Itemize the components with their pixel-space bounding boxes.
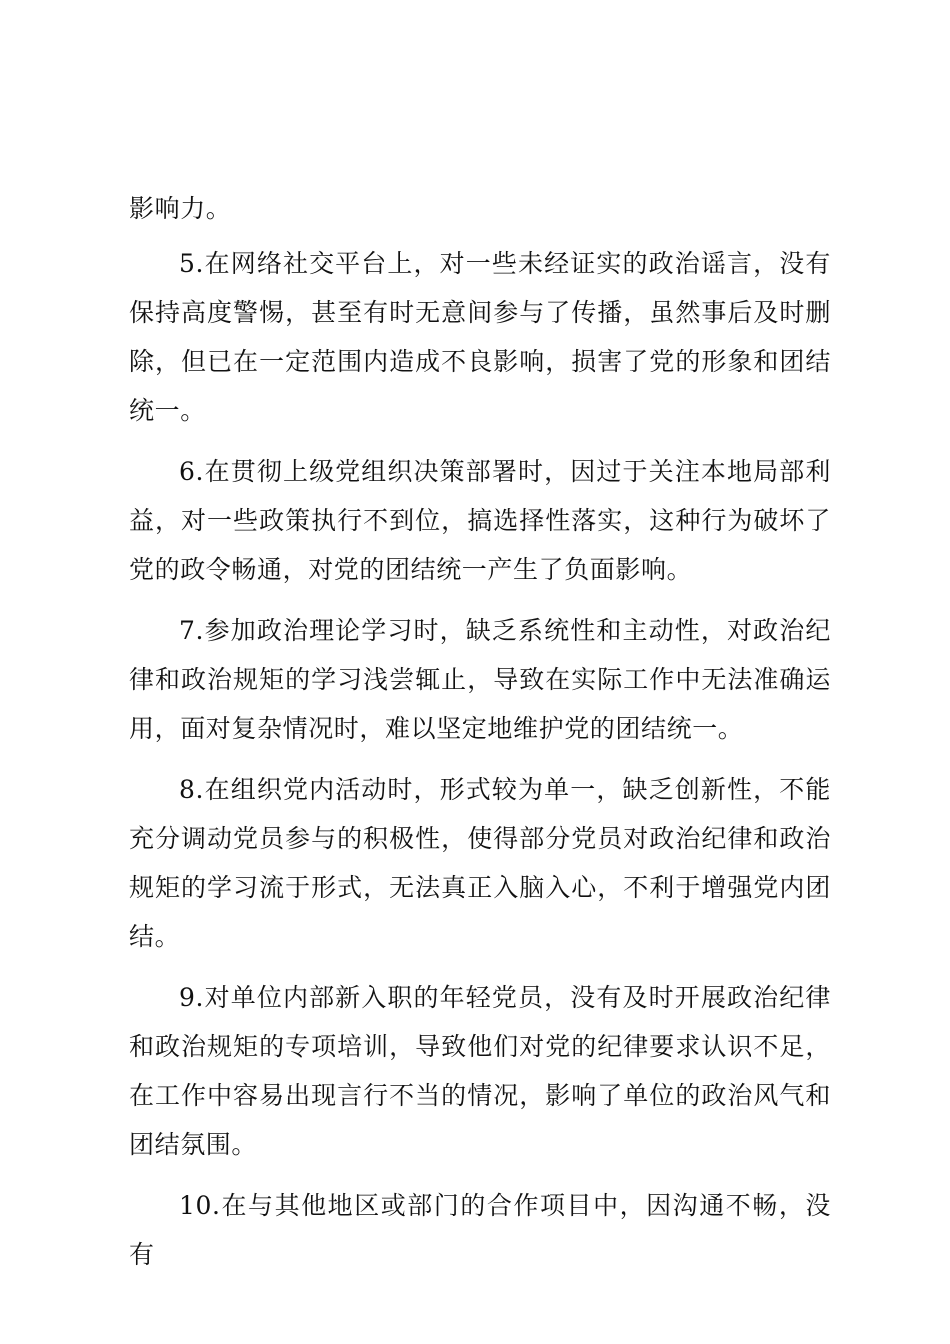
paragraph-item-5: 5.在网络社交平台上，对一些未经证实的政治谣言，没有保持高度警惕，甚至有时无意间参与了传播，虽然事后及时删除，但已在一定范围内造成不良影响，损害了党的形象和团结统一。 bbox=[129, 249, 831, 425]
paragraph-continuation: 影响力。 bbox=[129, 194, 232, 223]
paragraph-item-7: 7.参加政治理论学习时，缺乏系统性和主动性，对政治纪律和政治规矩的学习浅尝辄止，导致在实际工作中无法准确运用，面对复杂情况时，难以坚定地维护党的团结统一。 bbox=[129, 616, 831, 743]
document-body bbox=[129, 184, 831, 1291]
paragraph-item-9: 9.对单位内部新入职的年轻党员，没有及时开展政治纪律和政治规矩的专项培训，导致他们对党的纪律要求认识不足，在工作中容易出现言行不当的情况，影响了单位的政治风气和团结氛围。 bbox=[129, 983, 831, 1159]
paragraph-item-8: 8.在组织党内活动时，形式较为单一，缺乏创新性，不能充分调动党员参与的积极性，使得部分党员对政治纪律和政治规矩的学习流于形式，无法真正入脑入心，不利于增强党内团结。 bbox=[129, 775, 831, 951]
paragraph-item-10: 10.在与其他地区或部门的合作项目中，因沟通不畅，没有 bbox=[129, 1191, 831, 1269]
paragraph-item-6: 6.在贯彻上级党组织决策部署时，因过于关注本地局部利益，对一些政策执行不到位，搞选择性落实，这种行为破坏了党的政令畅通，对党的团结统一产生了负面影响。 bbox=[129, 457, 831, 584]
